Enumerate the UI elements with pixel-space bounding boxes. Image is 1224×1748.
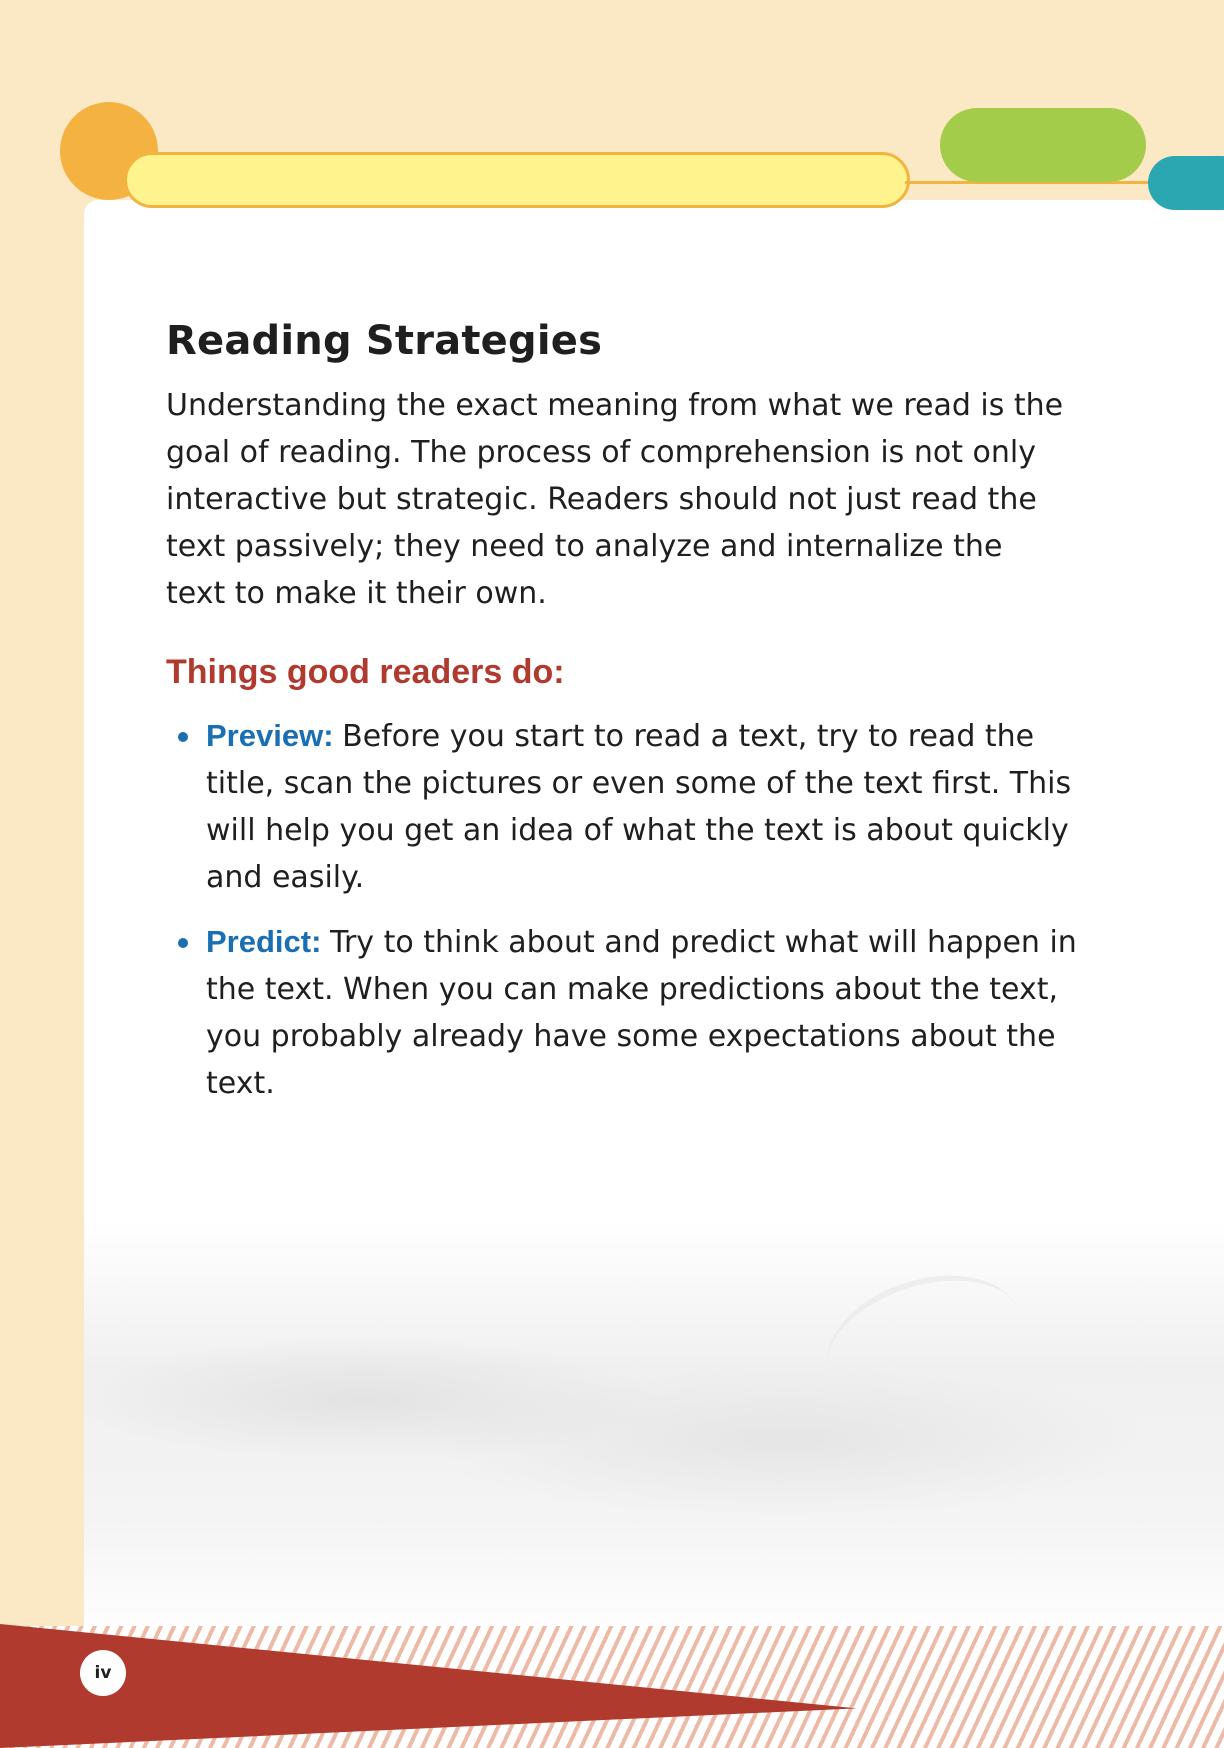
leaf-decoration bbox=[809, 1252, 1038, 1434]
strategy-item-predict bbox=[166, 918, 1086, 1107]
strategy-term: Predict: bbox=[206, 924, 331, 959]
green-pill-decoration bbox=[940, 108, 1146, 182]
background-photo-haze bbox=[84, 1220, 1224, 1640]
intro-paragraph: Understanding the exact meaning from what we read is the goal of reading. The process of comprehension is not only interactive but strategic. Readers should not just read the text passively; they need to analyze and internalize the text to make it their own. bbox=[166, 388, 1064, 611]
teal-pill-decoration bbox=[1148, 156, 1224, 210]
strategy-item-preview bbox=[166, 712, 1086, 901]
strategy-term: Preview: bbox=[206, 718, 343, 753]
subheading: Things good readers do: bbox=[166, 653, 565, 691]
page-title: Reading Strategies bbox=[166, 318, 603, 364]
strategy-list bbox=[166, 712, 1077, 1107]
strategy-text: Before you start to read a text, try to read the title, scan the pictures or even some of the text first. This will help you get an idea of what the text is about quickly and easily. bbox=[206, 719, 1072, 895]
strategy-text: Try to think about and predict what will happen in the text. When you can make predictions about the text, you probably already have some expectations about the text. bbox=[206, 925, 1077, 1101]
bullet-icon bbox=[178, 732, 188, 742]
yellow-header-bar bbox=[124, 152, 910, 208]
bullet-icon bbox=[178, 938, 188, 948]
main-content bbox=[166, 318, 1077, 1124]
page-number: iv bbox=[80, 1650, 126, 1696]
